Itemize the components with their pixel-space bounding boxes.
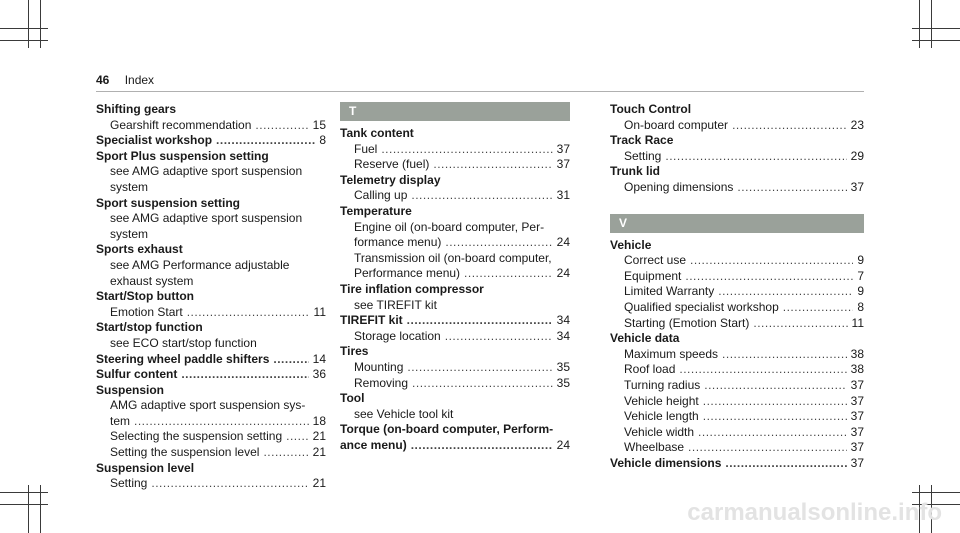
dot-leader	[407, 360, 552, 376]
crop-mark	[0, 492, 48, 493]
page-ref[interactable]: 31	[556, 188, 570, 203]
dot-leader	[187, 305, 310, 321]
page-ref[interactable]: 37	[850, 409, 864, 424]
page-ref[interactable]: 38	[850, 362, 864, 377]
index-heading: Touch Control	[610, 102, 692, 116]
index-subentry[interactable]	[610, 269, 864, 285]
index-subentry-text: Transmission oil (on-board computer,	[354, 250, 552, 265]
index-heading: Tires	[340, 344, 369, 359]
entry-label: Removing	[354, 375, 409, 390]
page-ref[interactable]: 35	[556, 375, 570, 390]
dot-leader	[703, 394, 847, 410]
dot-leader	[411, 188, 552, 204]
dot-leader	[151, 476, 308, 492]
dot-leader	[665, 149, 846, 165]
entry-label: Fuel	[354, 141, 378, 156]
index-subentry-text: see AMG adaptive sport suspension system	[110, 211, 303, 241]
entry-label: Vehicle length	[624, 409, 699, 424]
header-rule	[96, 91, 864, 92]
entry-label: Specialist workshop	[96, 133, 213, 148]
index-heading: Trunk lid	[610, 164, 661, 179]
index-heading-entry[interactable]	[96, 367, 326, 383]
entry-label: Correct use	[624, 253, 687, 268]
index-subentry[interactable]	[96, 429, 326, 445]
dot-leader	[181, 367, 308, 383]
page-ref[interactable]: 24	[556, 235, 570, 250]
entry-label: Setting	[624, 148, 662, 163]
index-heading: Tire inflation compressor	[340, 281, 484, 296]
dot-leader	[703, 409, 847, 425]
entry-label: Vehicle dimensions	[610, 455, 722, 470]
page-ref[interactable]: 11	[851, 315, 864, 330]
dot-leader	[445, 235, 552, 251]
index-subentry[interactable]	[610, 347, 864, 363]
index-heading: Suspension	[96, 382, 165, 397]
entry-label: ance menu)	[340, 437, 407, 452]
page-ref[interactable]: 14	[312, 351, 326, 366]
index-subentry[interactable]	[610, 253, 864, 269]
entry-label: On-board computer	[624, 117, 729, 132]
entry-label: Turning radius	[624, 377, 701, 392]
page-ref[interactable]: 7	[857, 268, 864, 283]
index-heading: Track Race	[610, 133, 674, 148]
page-ref[interactable]: 21	[312, 429, 326, 444]
entry-label: Selecting the suspension setting	[110, 429, 283, 444]
page-ref[interactable]: 8	[857, 299, 864, 314]
crop-mark	[0, 28, 48, 29]
index-subentry[interactable]	[610, 378, 864, 394]
entry-label: Setting the suspension level	[110, 445, 260, 460]
index-column-1	[96, 102, 326, 492]
index-subentry[interactable]	[96, 476, 326, 492]
index-subentry[interactable]	[340, 376, 570, 392]
index-subentry[interactable]	[610, 316, 864, 332]
index-heading: Vehicle data	[610, 331, 680, 346]
index-column-3	[610, 102, 864, 471]
entry-label: Opening dimensions	[624, 179, 734, 194]
index-column-2	[340, 102, 570, 453]
section-title: Index	[124, 73, 155, 87]
page-number: 46	[96, 73, 110, 87]
dot-leader	[273, 352, 308, 368]
index-subentry[interactable]	[340, 157, 570, 173]
page-ref[interactable]: 38	[850, 346, 864, 361]
index-subentry[interactable]	[340, 329, 570, 345]
index-subentry[interactable]	[610, 440, 864, 456]
index-subentry[interactable]	[610, 362, 864, 378]
index-heading-entry[interactable]	[340, 438, 570, 454]
index-subentry[interactable]	[610, 425, 864, 441]
page-ref[interactable]: 23	[850, 117, 864, 132]
entry-label: Setting	[110, 476, 148, 491]
dot-leader	[783, 300, 854, 316]
entry-label: tem	[110, 413, 131, 428]
section-letter-bar: T	[340, 102, 570, 121]
entry-label: Roof load	[624, 362, 676, 377]
page-ref[interactable]: 35	[556, 359, 570, 374]
index-subentry-text: exhaust system	[110, 273, 194, 288]
page-ref[interactable]: 34	[556, 328, 570, 343]
index-subentry-text: see AMG adaptive sport suspension system	[110, 164, 303, 194]
crop-mark	[912, 28, 960, 29]
index-heading: Suspension level	[96, 460, 195, 475]
dot-leader	[445, 329, 553, 345]
page-ref[interactable]: 37	[556, 157, 570, 172]
dot-leader	[263, 445, 308, 461]
index-subentry[interactable]	[610, 149, 864, 165]
index-subentry[interactable]	[610, 180, 864, 196]
page-ref[interactable]: 21	[312, 476, 326, 491]
index-heading: Tank content	[340, 126, 414, 140]
page-ref[interactable]: 36	[312, 367, 326, 382]
index-heading: Start/stop function	[96, 320, 203, 335]
index-subentry-text: see ECO start/stop function	[110, 335, 257, 350]
page-ref[interactable]: 37	[850, 455, 864, 470]
page-ref[interactable]: 11	[313, 304, 326, 319]
index-heading-entry[interactable]	[96, 352, 326, 368]
index-subentry[interactable]	[610, 409, 864, 425]
index-subentry-text: AMG adaptive sport suspension sys-	[110, 398, 306, 413]
index-subentry[interactable]	[96, 305, 326, 321]
page-ref[interactable]: 37	[850, 440, 864, 455]
index-heading: Tool	[340, 391, 365, 406]
entry-label: Performance menu)	[354, 266, 461, 281]
index-heading-entry[interactable]	[610, 456, 864, 472]
index-heading: Sports exhaust	[96, 242, 183, 257]
index-subentry[interactable]	[96, 414, 326, 430]
page-ref[interactable]: 37	[556, 141, 570, 156]
dot-leader	[690, 253, 853, 269]
entry-label: Equipment	[624, 268, 682, 283]
page-ref[interactable]: 37	[850, 179, 864, 194]
page-ref[interactable]: 15	[312, 117, 326, 132]
crop-mark	[912, 40, 960, 41]
dot-leader	[725, 456, 846, 472]
index-subentry-text: see AMG Performance adjustable	[110, 257, 290, 272]
dot-leader	[407, 313, 553, 329]
section-letter-bar: V	[610, 214, 864, 233]
page-ref[interactable]: 18	[312, 413, 326, 428]
dot-leader	[679, 362, 846, 378]
watermark: carmanualsonline.info	[687, 499, 942, 526]
page-ref[interactable]: 24	[556, 266, 570, 281]
dot-leader	[464, 266, 553, 282]
index-heading: Temperature	[340, 203, 412, 218]
entry-label: Limited Warranty	[624, 284, 715, 299]
dot-leader	[411, 438, 553, 454]
dot-leader	[718, 284, 853, 300]
page-ref[interactable]: 21	[312, 445, 326, 460]
dot-leader	[737, 180, 846, 196]
page-ref[interactable]: 37	[850, 424, 864, 439]
index-heading-entry[interactable]	[96, 133, 326, 149]
dot-leader	[685, 269, 853, 285]
page-ref[interactable]: 29	[850, 148, 864, 163]
index-heading: Start/Stop button	[96, 289, 194, 304]
dot-leader	[688, 440, 847, 456]
page-ref[interactable]: 37	[850, 393, 864, 408]
index-heading-entry[interactable]	[340, 313, 570, 329]
entry-label: Starting (Emotion Start)	[624, 315, 750, 330]
entry-label: Sulfur content	[96, 367, 178, 382]
crop-mark	[912, 492, 960, 493]
dot-leader	[722, 347, 847, 363]
dot-leader	[698, 425, 847, 441]
index-subentry-text: see Vehicle tool kit	[354, 406, 454, 421]
dot-leader	[412, 376, 553, 392]
index-subentry[interactable]	[610, 300, 864, 316]
index-heading: Shifting gears	[96, 102, 177, 116]
index-heading: Vehicle	[610, 237, 652, 252]
dot-leader	[704, 378, 846, 394]
page-ref[interactable]: 37	[850, 377, 864, 392]
page-ref[interactable]: 8	[319, 133, 326, 148]
page-ref[interactable]: 24	[556, 437, 570, 452]
index-subentry[interactable]	[610, 118, 864, 134]
dot-leader	[216, 133, 315, 149]
index-subentry[interactable]	[610, 284, 864, 300]
entry-label: Wheelbase	[624, 440, 685, 455]
index-subentry[interactable]	[96, 445, 326, 461]
index-subentry[interactable]	[340, 142, 570, 158]
index-heading: Sport suspension setting	[96, 195, 241, 210]
index-heading: Telemetry display	[340, 172, 441, 187]
entry-label: Mounting	[354, 359, 404, 374]
entry-label: Vehicle width	[624, 424, 695, 439]
entry-label: Qualified specialist workshop	[624, 299, 779, 314]
index-subentry[interactable]	[340, 235, 570, 251]
entry-label: Vehicle height	[624, 393, 699, 408]
index-subentry[interactable]	[340, 188, 570, 204]
entry-label: Steering wheel paddle shifters	[96, 351, 270, 366]
dot-leader	[134, 414, 309, 430]
index-subentry[interactable]	[340, 266, 570, 282]
page-ref[interactable]: 9	[857, 253, 864, 268]
dot-leader	[381, 142, 552, 158]
entry-label: Gearshift recommendation	[110, 117, 252, 132]
index-subentry[interactable]	[610, 394, 864, 410]
entry-label: formance menu)	[354, 235, 442, 250]
crop-mark	[0, 504, 48, 505]
dot-leader	[433, 157, 552, 173]
entry-label: TIREFIT kit	[340, 313, 403, 328]
index-subentry-text: see TIREFIT kit	[354, 297, 437, 312]
entry-label: Calling up	[354, 188, 408, 203]
page-header	[96, 73, 154, 87]
entry-label: Maximum speeds	[624, 346, 719, 361]
dot-leader	[286, 429, 309, 445]
index-subentry[interactable]	[96, 118, 326, 134]
crop-mark	[40, 0, 41, 48]
index-subentry[interactable]	[340, 360, 570, 376]
index-heading: Sport Plus suspension setting	[96, 148, 269, 163]
dot-leader	[255, 118, 308, 134]
page-ref[interactable]: 34	[556, 313, 570, 328]
index-subentry-text: Engine oil (on-board computer, Per-	[354, 219, 545, 234]
page-ref[interactable]: 9	[857, 284, 864, 299]
index-heading: Torque (on-board computer, Perform-	[340, 422, 554, 437]
entry-label: Storage location	[354, 328, 441, 343]
entry-label: Emotion Start	[110, 304, 183, 319]
dot-leader	[732, 118, 847, 134]
entry-label: Reserve (fuel)	[354, 157, 430, 172]
dot-leader	[753, 316, 847, 332]
